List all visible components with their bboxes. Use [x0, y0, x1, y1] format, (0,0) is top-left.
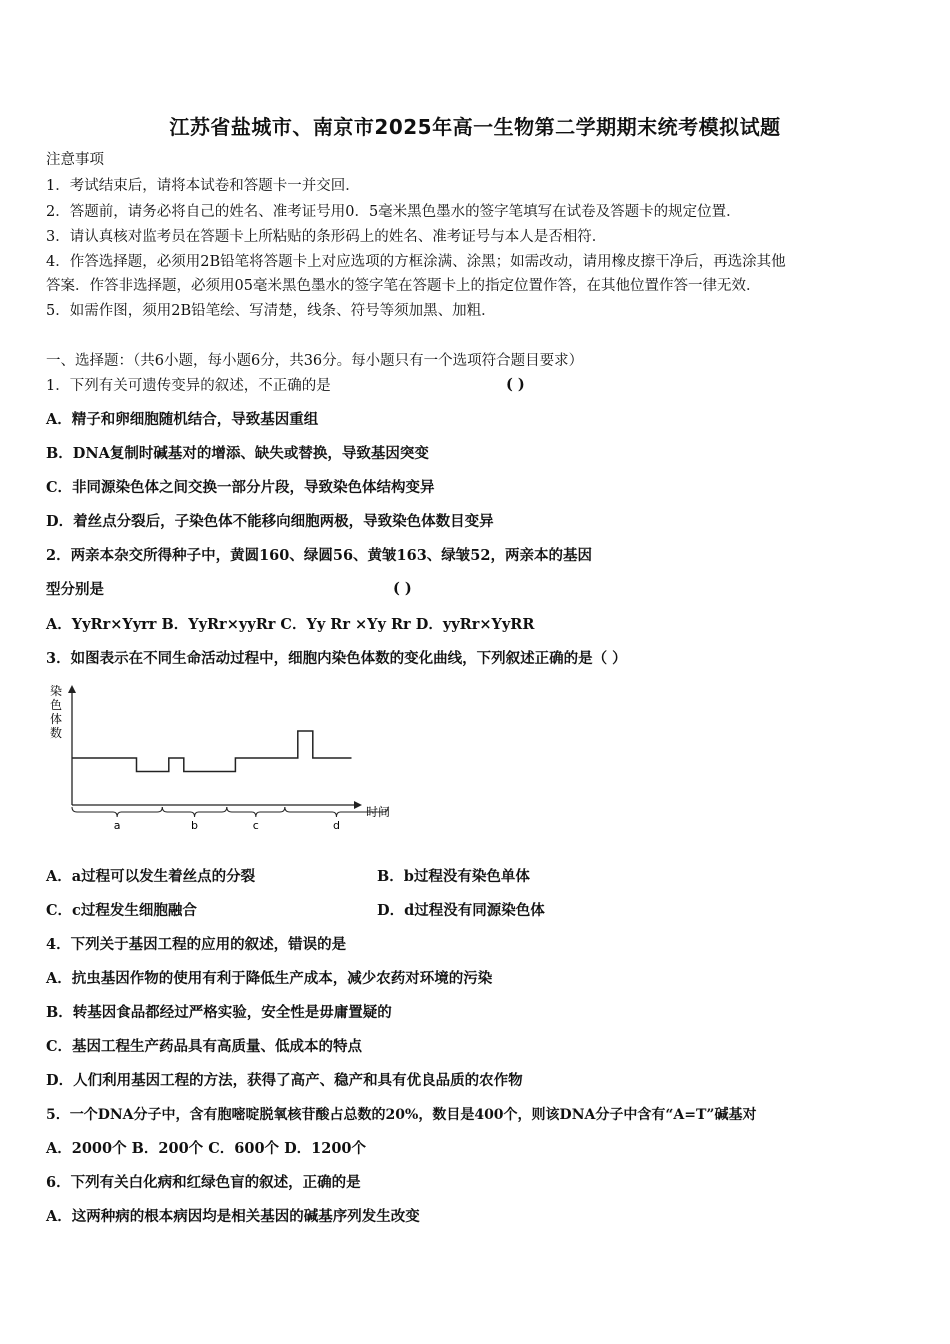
q4-option-c: C．基因工程生产药品具有高质量、低成本的特点	[46, 1038, 363, 1055]
q2-stem: 2．两亲本杂交所得种子中，黄圆160、绿圆56、黄皱163、绿皱52，两亲本的基因	[46, 547, 592, 564]
notice-item: 3．请认真核对监考员在答题卡上所粘贴的条形码上的姓名、准考证号与本人是否相符．	[46, 229, 607, 245]
page-title: 江苏省盐城市、南京市2025年高一生物第二学期期末统考模拟试题	[169, 115, 781, 139]
notice-item: 答案．作答非选择题，必须用05毫米黑色墨水的签字笔在答题卡上的指定位置作答，在其他位置作答一律无效．	[46, 278, 761, 294]
q1-option-b: B．DNA复制时碱基对的增添、缺失或替换，导致基因突变	[46, 445, 429, 462]
q1-option-a: A．精子和卵细胞随机结合，导致基因重组	[46, 411, 319, 428]
q1-stem: 1．下列有关可遗传变异的叙述，不正确的是	[46, 378, 331, 394]
x-axis-arrow	[354, 801, 362, 809]
q5-stem: 5．一个DNA分子中，含有胞嘧啶脱氧核苷酸占总数的20%，数目是400个，则该DNA分子中含有“A=T”碱基对	[46, 1107, 757, 1123]
segment-brace	[227, 807, 285, 817]
q2-options: A．YyRr×Yyrr B．YyRr×yyRr C．Yy Rr ×Yy Rr D．yyRr×YyRR	[46, 616, 535, 633]
q5-options: A．2000个 B．200个 C．600个 D．1200个	[46, 1140, 367, 1157]
q1-answer-paren: ( )	[506, 376, 525, 393]
q2-stem-cont: 型分别是	[46, 581, 104, 598]
q4-stem: 4．下列关于基因工程的应用的叙述，错误的是	[46, 936, 347, 953]
y-axis-label	[50, 683, 62, 740]
segment-brace	[162, 807, 227, 817]
y-label-char: 染	[50, 684, 63, 698]
q6-stem: 6．下列有关白化病和红绿色盲的叙述，正确的是	[46, 1174, 361, 1191]
q4-option-d: D．人们利用基因工程的方法，获得了高产、稳产和具有优良品质的农作物	[46, 1072, 523, 1089]
notice-heading: 注意事项	[46, 152, 104, 168]
q3-option-c: C．c过程发生细胞融合	[46, 902, 197, 919]
q3-option-b: B．b过程没有染色单体	[377, 868, 530, 885]
chromosome-curve	[72, 731, 352, 772]
chromosome-chart	[46, 683, 406, 833]
q2-answer-paren: ( )	[393, 580, 412, 597]
q3-stem: 3．如图表示在不同生命活动过程中，细胞内染色体数的变化曲线，下列叙述正确的是（ ）	[46, 650, 627, 667]
segment-brace	[72, 807, 162, 817]
segment-label: b	[191, 819, 199, 832]
notice-item: 2．答题前，请务必将自己的姓名、准考证号用0．5毫米黑色墨水的签字笔填写在试卷及答题卡的规定位置．	[46, 204, 741, 220]
q1-option-c: C．非同源染色体之间交换一部分片段，导致染色体结构变异	[46, 479, 435, 496]
q4-option-a: A．抗虫基因作物的使用有利于降低生产成本，减少农药对环境的污染	[46, 970, 493, 987]
segment-label: a	[113, 819, 121, 832]
notice-item: 1．考试结束后，请将本试卷和答题卡一并交回．	[46, 178, 360, 194]
notice-item: 5．如需作图，须用2B铅笔绘、写清楚，线条、符号等须加黑、加粗．	[46, 303, 496, 319]
x-axis-label: 时间	[366, 805, 391, 819]
q4-option-b: B．转基因食品都经过严格实验，安全性是毋庸置疑的	[46, 1004, 392, 1021]
q3-option-a: A．a过程可以发生着丝点的分裂	[46, 868, 256, 885]
notice-item: 4．作答选择题，必须用2B铅笔将答题卡上对应选项的方框涂满、涂黑；如需改动，请用橡皮擦干净后，再选涂其他	[46, 254, 786, 270]
q6-option-a: A．这两种病的根本病因均是相关基因的碱基序列发生改变	[46, 1208, 420, 1225]
segment-label: c	[252, 819, 259, 832]
y-label-char: 数	[50, 726, 63, 740]
y-label-char: 色	[50, 698, 63, 712]
y-label-char: 体	[50, 712, 63, 726]
q1-option-d: D．着丝点分裂后，子染色体不能移向细胞两极，导致染色体数目变异	[46, 513, 494, 530]
section-heading: 一、选择题：（共6小题，每小题6分，共36分。每小题只有一个选项符合题目要求）	[46, 353, 584, 369]
segment-braces	[72, 807, 388, 832]
y-axis-arrow	[68, 685, 76, 693]
q3-option-d: D．d过程没有同源染色体	[377, 902, 545, 919]
segment-label: d	[332, 819, 340, 832]
